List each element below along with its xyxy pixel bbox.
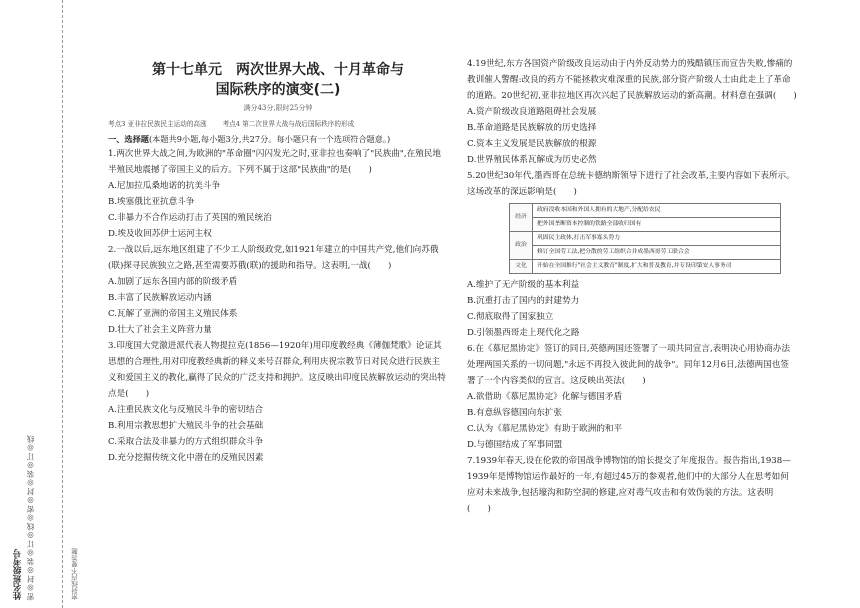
question-2-option-b[interactable]: B.丰富了民族解放运动内涵 <box>108 293 212 303</box>
table-row <box>510 260 781 274</box>
exam-points <box>108 118 448 130</box>
seal-line <box>62 0 63 608</box>
no-answer-notice: 密封线内不要答题 <box>71 548 79 600</box>
table-cell: 把外国垄断资本控制的铁路全部收归国有 <box>533 218 781 232</box>
question-2 <box>108 242 448 338</box>
page-title-line1: 第十七单元 两次世界大战、十月革命与 <box>152 62 404 78</box>
question-4 <box>467 56 797 168</box>
table-cell: 修订全国劳工法,把分散的劳工组织合并成墨西哥劳工联合会 <box>533 246 781 260</box>
question-7-stem: 7.1939年春天,设在伦敦的帝国战争博物馆的馆长提交了年度报告。报告指出,1938—1939年是博物馆运作最好的一年,有超过45万的参观者,他们中的大部分人在思考如何应对未来战争,包括壕沟和防空洞的修建,应对毒气攻击和有效伪装的方法。这表明( ) <box>467 456 791 514</box>
question-6 <box>467 341 797 453</box>
question-3-option-a[interactable]: A.注重民族文化与反殖民斗争的密切结合 <box>108 405 264 415</box>
table-row <box>510 204 781 218</box>
question-6-option-a[interactable]: A.欲借助《慕尼黑协定》化解与德国矛盾 <box>467 392 623 402</box>
question-2-option-c[interactable]: C.瓦解了亚洲的帝国主义殖民体系 <box>108 309 238 319</box>
left-column <box>108 60 448 466</box>
question-5-stem: 5.20世纪30年代,墨西哥在总统卡德纳斯领导下进行了社会改革,主要内容如下表所示。这场改革的深远影响是( ) <box>467 171 795 197</box>
question-6-option-d[interactable]: D.与德国结成了军事同盟 <box>467 440 563 450</box>
question-4-option-a[interactable]: A.资产阶级改良道路阻碍社会发展 <box>467 107 597 117</box>
question-7 <box>467 453 797 517</box>
table-cell: 开始在全国推行"社会主义教育"制度,扩大和普及教育,并专设印第安人事务司 <box>533 260 781 274</box>
section-heading <box>108 132 448 146</box>
exam-point-4: 考点4 第二次世界大战与战后国际秩序的形成 <box>222 120 355 128</box>
question-6-option-c[interactable]: C.认为《慕尼黑协定》有助于欧洲的和平 <box>467 424 623 434</box>
binding-margin <box>0 0 82 608</box>
question-2-option-a[interactable]: A.加剧了远东各国内部的阶级矛盾 <box>108 277 238 287</box>
student-info-label: 姓名班级考号 <box>13 549 23 600</box>
table-row <box>510 218 781 232</box>
exam-point-3: 考点3 亚非拉民族民主运动的高涨 <box>108 120 207 128</box>
question-4-option-d[interactable]: D.世界殖民体系瓦解成为历史必然 <box>467 155 597 165</box>
question-4-option-c[interactable]: C.资本主义发展是民族解放的根源 <box>467 139 597 149</box>
question-3 <box>108 338 448 466</box>
page-title-line2: 国际秩序的演变(二) <box>215 82 341 98</box>
question-3-option-d[interactable]: D.充分挖掘传统文化中潜在的反殖民因素 <box>108 453 264 463</box>
question-6-option-b[interactable]: B.有意纵容德国向东扩张 <box>467 408 562 418</box>
table-row <box>510 232 781 246</box>
table-category-politics: 政治 <box>510 232 533 260</box>
table-row <box>510 246 781 260</box>
section-desc: (本题共9小题,每小题3分,共27分。每小题只有一个选项符合题意。) <box>148 134 391 144</box>
question-1-option-c[interactable]: C.非暴力不合作运动打击了英国的殖民统治 <box>108 213 272 223</box>
question-3-stem: 3.印度国大党激进派代表人物提拉克(1856—1920年)用印度教经典《薄伽梵歌》论证其思想的合理性,用对印度教经典新的释义来号召群众,利用庆祝宗教节日对民众进行民族主义和爱国主义的教化,赢得了民众的广泛支持和拥护。这反映出印度民族解放运动的突出特点是( ) <box>108 341 446 399</box>
table-cell: 政府没收本国和外国人拥有的大地产,分配给农民 <box>533 204 781 218</box>
question-5-option-c[interactable]: C.彻底取得了国家独立 <box>467 312 554 322</box>
question-5-option-a[interactable]: A.维护了无产阶级的基本利益 <box>467 280 580 290</box>
section-title: 一、选择题 <box>108 134 149 144</box>
reform-table <box>509 203 781 274</box>
question-5 <box>467 168 797 341</box>
table-category-economy: 经济 <box>510 204 533 232</box>
question-1-stem: 1.两次世界大战之间,为欧洲的"革命圈"闪闪发光之时,亚非拉也奏响了"民族曲",在殖民地半殖民地震撼了帝国主义的后方。下列不属于这部"民族曲"的是( ) <box>108 149 441 175</box>
question-1 <box>108 146 448 242</box>
question-2-stem: 2.一战以后,远东地区组建了不少工人阶级政党,如1921年建立的中国共产党,他们向苏俄(联)探寻民族独立之路,甚至需要苏俄(联)的援助和指导。这表明,一战( ) <box>108 245 439 271</box>
question-6-stem: 6.在《慕尼黑协定》签订的同日,英德两国还签署了一项共同宣言,表明决心用协商办法处理两国关系的一切问题,"永远不再投入彼此间的战争"。同年12月6日,法德两国也签署了一个内容类似的宣言。这反映出英法( ) <box>467 344 791 386</box>
question-5-option-b[interactable]: B.沉重打击了国内的封建势力 <box>467 296 580 306</box>
question-4-option-b[interactable]: B.革命道路是民族解放的历史选择 <box>467 123 597 133</box>
table-cell: 巩固民主政体,打击军事寡头势力 <box>533 232 781 246</box>
table-category-culture: 文化 <box>510 260 533 274</box>
question-1-option-a[interactable]: A.尼加拉瓜桑地诺的抗美斗争 <box>108 181 221 191</box>
question-1-option-d[interactable]: D.埃及收回苏伊士运河主权 <box>108 229 212 239</box>
question-5-option-d[interactable]: D.引领墨西哥走上现代化之路 <box>467 328 580 338</box>
question-3-option-b[interactable]: B.利用宗教思想扩大殖民斗争的社会基础 <box>108 421 264 431</box>
right-column <box>467 56 797 517</box>
seal-line-label: 密◎封◎装◎订◎线◎密◎封◎装◎订◎线 <box>26 434 35 600</box>
score-time-info: 满分43分,限时25分钟 <box>243 104 313 112</box>
question-4-stem: 4.19世纪,东方各国资产阶级改良运动由于内外反动势力的残酷镇压而宣告失败,惨痛的教训催人警醒:改良的药方不能拯救灾难深重的民族,部分资产阶级人士由此走上了革命的道路。20世纪初,亚非拉地区再次兴起了民族解放运动的新高潮。材料意在强调( ) <box>467 59 797 101</box>
question-3-option-c[interactable]: C.采取合法及非暴力的方式组织群众斗争 <box>108 437 264 447</box>
question-1-option-b[interactable]: B.埃塞俄比亚抗意斗争 <box>108 197 195 207</box>
question-2-option-d[interactable]: D.壮大了社会主义阵营力量 <box>108 325 212 335</box>
